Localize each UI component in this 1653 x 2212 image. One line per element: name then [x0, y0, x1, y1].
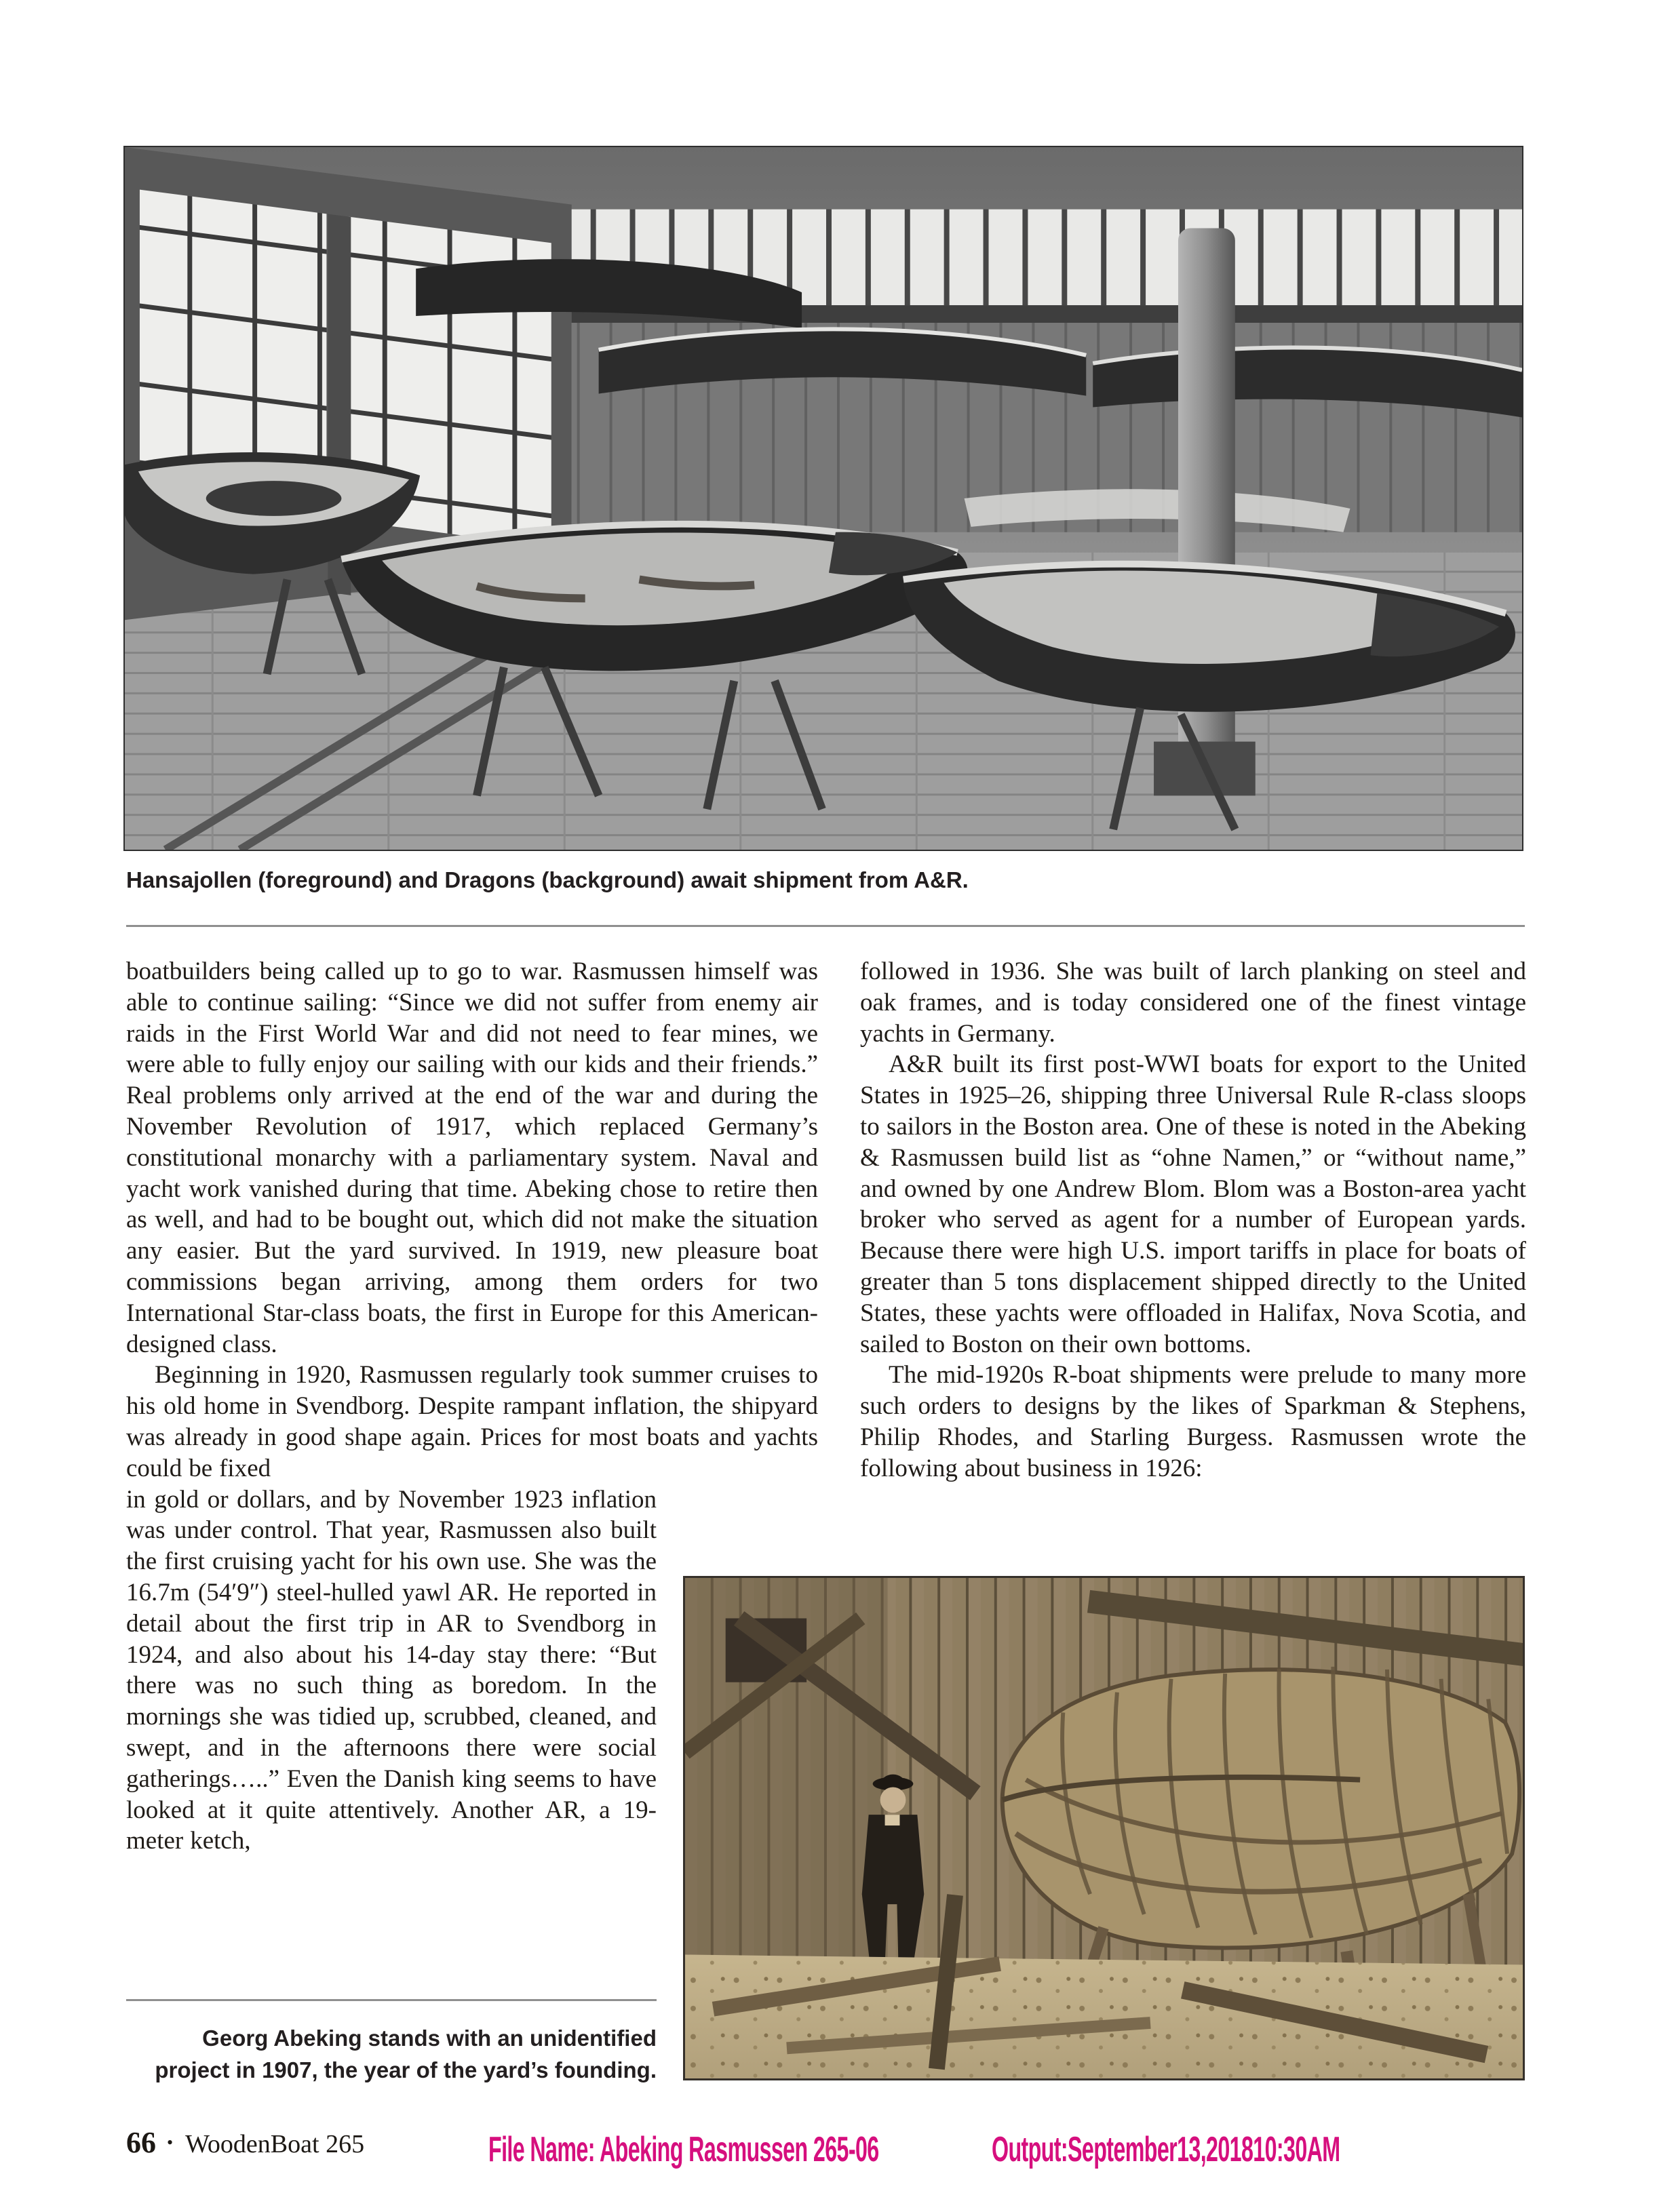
article-paragraph: followed in 1936. She was built of larch planking on steel and oak frames, and is today considered one of the finest vintage yachts in Germany. — [860, 957, 1526, 1048]
article-paragraph: in gold or dollars, and by November 1923 inflation was under control. That year, Rasmussen also built the first cruising yacht for his own use. She was the 16.7m (54′9″) steel-hulled yawl AR. He reported in detail about the first trip in AR to Svendborg in 1924, and also about his 14-day stay there: “But there was no such thing as boredom. In the mornings she was tidied up, scrubbed, cleaned, and swept, and in the afternoons there were social gatherings…..” Even the Danish king seems to have looked at it quite attentively. Another AR, a 19-meter ketch, — [126, 1485, 657, 1855]
page-number: 66 — [126, 2126, 156, 2159]
georg-abeking-1907-photo — [683, 1576, 1525, 2080]
shipyard-photo-illustration — [685, 1578, 1523, 2078]
left-column-full — [126, 956, 818, 1484]
workshop-photo-illustration — [125, 147, 1522, 850]
proof-file-name: File Name: Abeking Rasmussen 265-06 — [488, 2130, 879, 2169]
bottom-caption-rule — [126, 1999, 657, 2001]
article-paragraph: The mid-1920s R-boat shipments were prelude to many more such orders to designs by the likes of Sparkman & Stephens, Philip Rhodes, and Starling Burgess. Rasmussen wrote the following about business in 1926: — [860, 1361, 1526, 1482]
article-paragraph: Beginning in 1920, Rasmussen regularly took summer cruises to his old home in Svendborg. Despite rampant inflation, the shipyard was already in good shape again. Prices for most boats and yachts could be fixed — [126, 1361, 818, 1482]
article-paragraph: boatbuilders being called up to go to war. Rasmussen himself was able to continue sailing: “Since we did not suffer from enemy air raids in the First World War and did not need to fear mines, we were able to fully enjoy our sailing with our kids and their friends.” Real problems only arrived at the end of the war and during the November Revolution of 1917, which replaced Germany’s constitutional monarchy with a parliamentary system. Naval and yacht work vanished during that time. Abeking chose to retire then as well, and had to be bought out, which did not make the situation any easier. But the yard survived. In 1919, new pleasure boat commissions began arriving, among them orders for two International Star-class boats, the first in Europe for this American-designed class. — [126, 957, 818, 1358]
magazine-issue: WoodenBoat 265 — [185, 2130, 365, 2158]
caption-divider-rule — [126, 925, 1525, 927]
proof-output-timestamp: Output:September13,201810:30AM — [992, 2130, 1340, 2169]
bottom-photo-caption — [126, 2022, 657, 2086]
workshop-boats-photo — [123, 146, 1523, 851]
page-footer — [126, 2125, 364, 2160]
article-paragraph: A&R built its first post-WWI boats for export to the United States in 1925–26, shipping three Universal Rule R-class sloops to sailors in the Boston area. One of these is noted in the Abeking & Rasmussen build list as “ohne Namen,” or “without name,” and owned by one Andrew Blom. Blom was a Boston-area yacht broker who served as agent for a number of European yards. Because there were high U.S. import tariffs in place for boats of greater than 5 tons displacement shipped directly to the United States, these yachts were offloaded in Halifax, Nova Scotia, and sailed to Boston on their own bottoms. — [860, 1050, 1526, 1358]
top-photo-caption: Hansajollen (foreground) and Dragons (background) await shipment from A&R. — [126, 867, 969, 892]
bottom-caption-line-2: project in 1907, the year of the yard’s founding. — [155, 2057, 657, 2082]
article-right-column — [860, 956, 1526, 1484]
bottom-caption-line-1: Georg Abeking stands with an unidentified — [202, 2026, 657, 2051]
footer-bullet: • — [167, 2133, 174, 2152]
left-column-narrow — [126, 1484, 657, 1857]
